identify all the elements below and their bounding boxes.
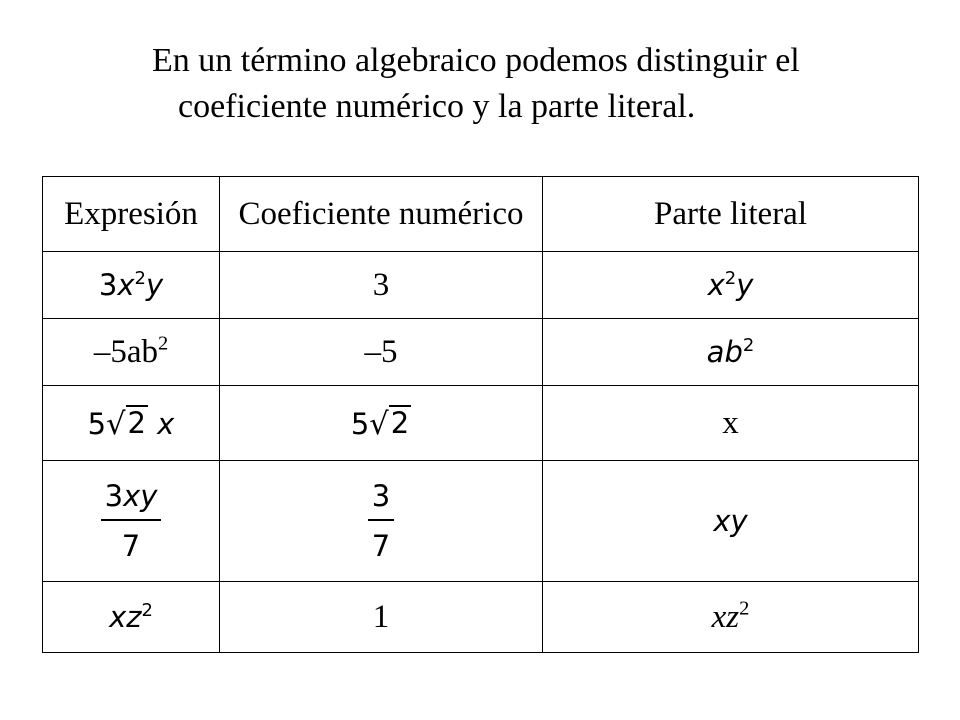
cell-expression — [43, 319, 220, 386]
cell-coefficient — [220, 252, 543, 319]
literal-value: $xz^2$ — [711, 596, 750, 635]
intro-line-1: En un término algebraico podemos distinguir el — [152, 42, 800, 79]
header-literal: Parte literal — [543, 177, 919, 252]
cell-coefficient — [220, 319, 543, 386]
cell-coefficient — [220, 461, 543, 582]
cell-literal — [543, 461, 919, 582]
cell-expression — [43, 582, 220, 653]
header-coefficient: Coeficiente numérico — [220, 177, 543, 252]
cell-expression — [43, 252, 220, 319]
cell-expression — [43, 461, 220, 582]
literal-value: xy — [713, 504, 748, 538]
literal-value: $ab^2$ — [706, 334, 755, 369]
square-root: √ 2 — [106, 406, 146, 442]
intro-text — [0, 38, 960, 130]
cell-literal — [543, 319, 919, 386]
coefficient-fraction: $\frac{3}{7}$ — [368, 479, 394, 563]
table-row — [43, 319, 919, 386]
intro-line-2: coeficiente numérico y la parte literal. — [178, 88, 696, 125]
literal-value: $x^2y$ — [707, 267, 754, 302]
coefficient-value: 3 — [372, 266, 390, 303]
table-row — [43, 582, 919, 653]
cell-expression — [43, 386, 220, 461]
coefficient-value: 5 √ 2 — [350, 406, 410, 442]
algebraic-terms-table — [42, 176, 919, 653]
cell-coefficient — [220, 582, 543, 653]
header-expression: Expresión — [43, 177, 220, 252]
cell-coefficient — [220, 386, 543, 461]
coefficient-value: –5 — [364, 333, 398, 370]
cell-literal — [543, 386, 919, 461]
expression-value: 5 √ 2 x — [87, 406, 175, 442]
cell-literal — [543, 582, 919, 653]
coefficient-value: 1 — [372, 598, 390, 635]
expression-value: $3x^2y$ — [98, 267, 164, 302]
expression-fraction: $\frac{3xy}{7}$ — [101, 479, 162, 563]
table-row — [43, 252, 919, 319]
cell-literal — [543, 252, 919, 319]
table-header-row — [43, 177, 919, 252]
expression-value: $-5ab^2$ — [93, 331, 169, 370]
square-root: √ 2 — [369, 406, 410, 442]
table-row — [43, 461, 919, 582]
expression-value: $xz^2$ — [109, 599, 153, 634]
table-row — [43, 386, 919, 461]
literal-value: x — [722, 404, 739, 441]
